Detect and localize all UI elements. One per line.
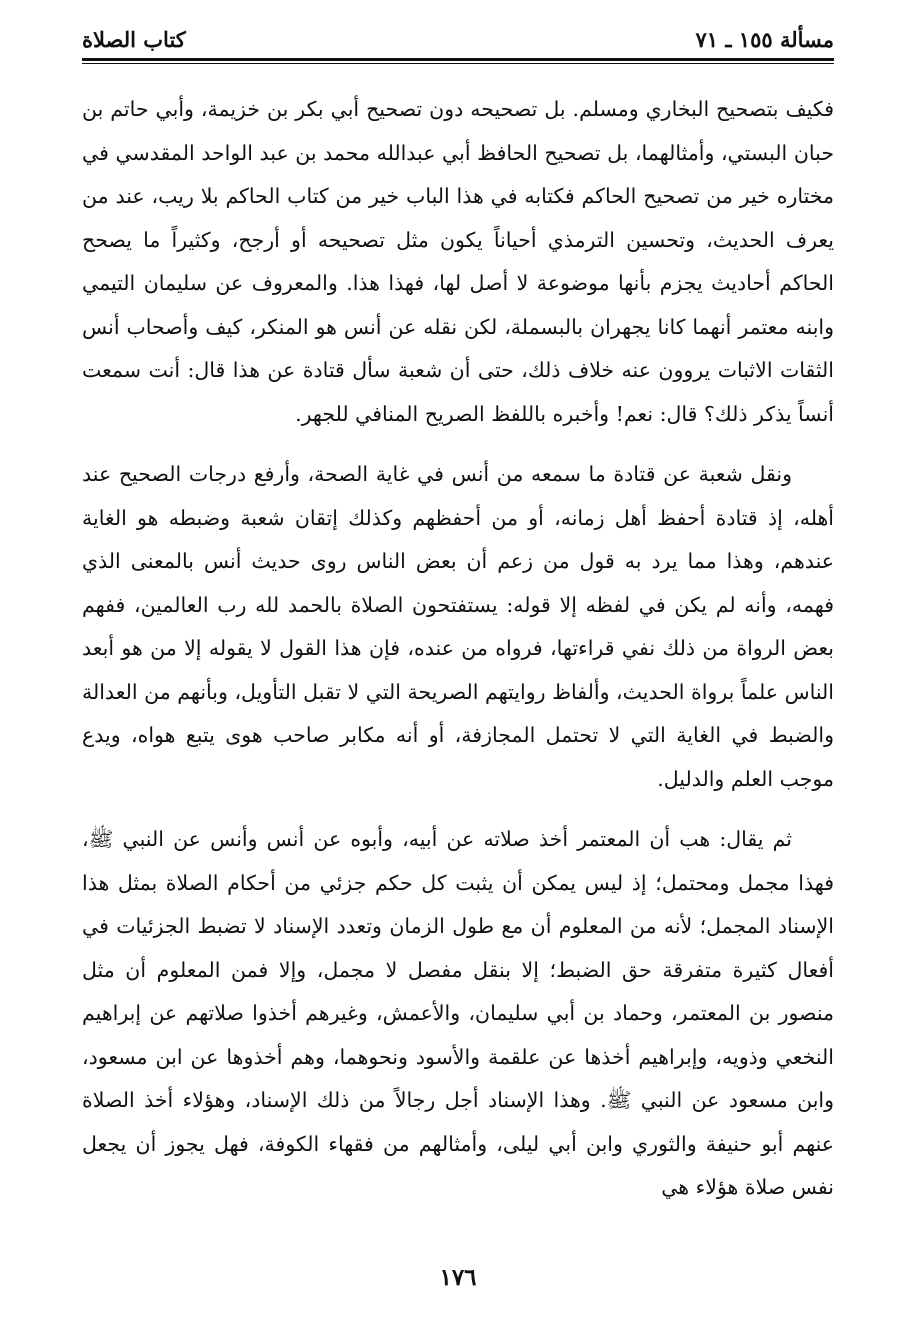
- page-number: ١٧٦: [439, 1264, 477, 1291]
- header-rule-thick: [82, 58, 834, 61]
- paragraph: فكيف بتصحيح البخاري ومسلم. بل تصحيحه دون تصحيح أبي بكر بن خزيمة، وأبي حاتم بن حبان البستي، وأمثالهما، بل تصحيح الحافظ أبي عبدالله محمد بن عبد الواحد المقدسي في مختاره خير من تصحيح الحاكم فكتابه في هذا الباب خير من كتاب الحاكم بلا ريب، عند من يعرف الحديث، وتحسين الترمذي أحياناً يكون مثل تصحيحه أو أرجح، وكثيراً ما يصحح الحاكم أحاديث يجزم بأنها موضوعة لا أصل لها، فهذا هذا. والمعروف عن سليمان التيمي وابنه معتمر أنهما كانا يجهران بالبسملة، لكن نقله عن أنس هو المنكر، كيف وأصحاب أنس الثقات الاثبات يروون عنه خلاف ذلك، حتى أن شعبة سأل قتادة عن هذا قال: أنت سمعت أنساً يذكر ذلك؟ قال: نعم! وأخبره باللفظ الصريح المنافي للجهر.: [82, 97, 834, 426]
- body-text: [82, 88, 834, 1210]
- book-title: كتاب الصلاة: [82, 26, 186, 52]
- running-header: [82, 24, 834, 54]
- paragraph: ونقل شعبة عن قتادة ما سمعه من أنس في غاية الصحة، وأرفع درجات الصحيح عند أهله، إذ قتادة أحفظ أهل زمانه، أو من أحفظهم وكذلك إتقان شعبة وضبطه هو الغاية عندهم، وهذا مما يرد به قول من زعم أن بعض الناس روى حديث أنس بالمعنى الذي فهمه، وأنه لم يكن في لفظه إلا قوله: يستفتحون الصلاة بالحمد لله رب العالمين، ففهم بعض الرواة من ذلك نفي قراءتها، فرواه من عنده، فإن هذا القول لا يقوله إلا من هو أبعد الناس علماً برواة الحديث، وألفاظ روايتهم الصريحة التي لا تقبل التأويل، وبأنهم من العدالة والضبط في الغاية التي لا تحتمل المجازفة، أو أنه مكابر صاحب هوى يتبع هواه، ويدع موجب العلم والدليل.: [82, 462, 834, 791]
- paragraph: ثم يقال: هب أن المعتمر أخذ صلاته عن أبيه، وأبوه عن أنس وأنس عن النبي ﷺ، فهذا مجمل ومحتمل؛ إذ ليس يمكن أن يثبت كل حكم جزئي من أحكام الصلاة بمثل هذا الإسناد المجمل؛ لأنه من المعلوم أن مع طول الزمان وتعدد الإسناد لا تضبط الجزئيات في أفعال كثيرة متفرقة حق الضبط؛ إلا بنقل مفصل لا مجمل، وإلا فمن المعلوم أن مثل منصور بن المعتمر، وحماد بن أبي سليمان، والأعمش، وغيرهم أخذوا صلاتهم عن إبراهيم النخعي وذويه، وإبراهيم أخذها عن علقمة والأسود ونحوهما، وهم أخذوها عن ابن مسعود، وابن مسعود عن النبي ﷺ. وهذا الإسناد أجل رجالاً من ذلك الإسناد، وهؤلاء أخذ الصلاة عنهم أبو حنيفة والثوري وابن أبي ليلى، وأمثالهم من فقهاء الكوفة، فهل يجوز أن يجعل نفس صلاة هؤلاء هي: [82, 827, 834, 1199]
- section-reference: مسألة ١٥٥ ـ ٧١: [695, 26, 834, 52]
- header-rule-thin: [82, 63, 834, 64]
